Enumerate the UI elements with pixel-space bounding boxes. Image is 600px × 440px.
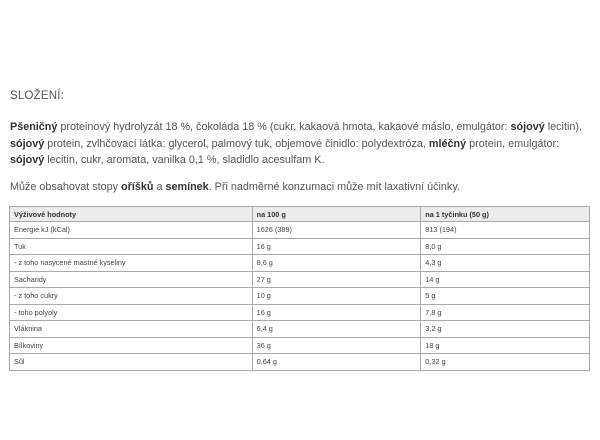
table-row bbox=[10, 337, 590, 354]
value-per-100g: 8,6 g bbox=[252, 255, 421, 272]
allergen-notice bbox=[10, 179, 594, 195]
section-heading: SLOŽENÍ: bbox=[10, 90, 65, 102]
text-segment: Může obsahovat stopy bbox=[10, 181, 122, 193]
nutrient-name: Bílkoviny bbox=[10, 337, 253, 354]
allergen-highlight: sójový bbox=[10, 137, 45, 150]
value-per-bar: 0,32 g bbox=[421, 354, 590, 371]
value-per-bar: 7,8 g bbox=[421, 304, 590, 321]
nutrient-name: - toho polyoly bbox=[10, 304, 253, 321]
table-row bbox=[10, 238, 590, 255]
nutrient-name: Sacharidy bbox=[10, 271, 253, 288]
value-per-100g: 16 g bbox=[252, 238, 421, 255]
text-segment: lecitin, cukr, aromata, vanilka 0,1 %, sladidlo acesulfam K. bbox=[44, 154, 325, 166]
ingredients-text bbox=[10, 119, 594, 169]
nutrient-name: - z toho cukry bbox=[10, 288, 253, 305]
text-segment: lecitin), bbox=[544, 121, 582, 133]
text-segment: protein, zvlhčovací látka: glycerol, palmový tuk, objemové činidlo: polydextróza, bbox=[44, 137, 429, 150]
header-per-100g: na 100 g bbox=[252, 207, 421, 222]
value-per-bar: 813 (194) bbox=[421, 222, 590, 239]
table-row bbox=[10, 271, 590, 288]
nutrition-table-header bbox=[10, 207, 590, 222]
value-per-100g: 6,4 g bbox=[252, 321, 421, 338]
text-segment: . Při nadměrné konzumaci může mít laxativní účinky. bbox=[208, 181, 460, 193]
table-row bbox=[10, 255, 590, 272]
value-per-100g: 16 g bbox=[252, 304, 421, 321]
value-per-100g: 10 g bbox=[252, 288, 421, 305]
value-per-bar: 18 g bbox=[421, 337, 590, 354]
allergen-highlight: oříšků bbox=[121, 181, 154, 193]
nutrient-name: Vláknina bbox=[10, 321, 253, 338]
value-per-100g: 1626 (389) bbox=[252, 222, 421, 239]
table-row bbox=[10, 304, 590, 321]
value-per-100g: 0,64 g bbox=[252, 354, 421, 371]
allergen-highlight: Pšeničný bbox=[10, 121, 58, 133]
allergen-highlight: mléčný bbox=[428, 137, 467, 150]
table-row bbox=[10, 222, 590, 239]
value-per-bar: 8,0 g bbox=[421, 238, 590, 255]
header-per-bar: na 1 tyčinku (50 g) bbox=[421, 207, 590, 222]
nutrition-table bbox=[9, 206, 590, 371]
table-row bbox=[10, 321, 590, 338]
value-per-bar: 5 g bbox=[421, 288, 590, 305]
value-per-bar: 4,3 g bbox=[421, 255, 590, 272]
text-segment: protein, emulgátor: bbox=[466, 137, 560, 150]
header-nutrient: Výživové hodnoty bbox=[10, 207, 253, 222]
value-per-100g: 27 g bbox=[252, 271, 421, 288]
allergen-highlight: sójový bbox=[510, 121, 545, 133]
nutrient-name: Tuk bbox=[10, 238, 253, 255]
text-segment: a bbox=[153, 181, 166, 193]
value-per-bar: 3,2 g bbox=[421, 321, 590, 338]
allergen-highlight: semínek bbox=[165, 181, 209, 193]
value-per-100g: 36 g bbox=[252, 337, 421, 354]
value-per-bar: 14 g bbox=[421, 271, 590, 288]
table-row bbox=[10, 288, 590, 305]
text-segment: proteinový hydrolyzát 18 %, čokoláda 18 % (cukr, kakaová hmota, kakaové máslo, emulgátor: bbox=[57, 121, 511, 133]
nutrient-name: Energie kJ (kCal) bbox=[10, 222, 253, 239]
table-row bbox=[10, 354, 590, 371]
nutrient-name: Sůl bbox=[10, 354, 253, 371]
allergen-highlight: sójový bbox=[10, 154, 45, 166]
nutrient-name: - z toho nasycené mastné kyseliny bbox=[10, 255, 253, 272]
